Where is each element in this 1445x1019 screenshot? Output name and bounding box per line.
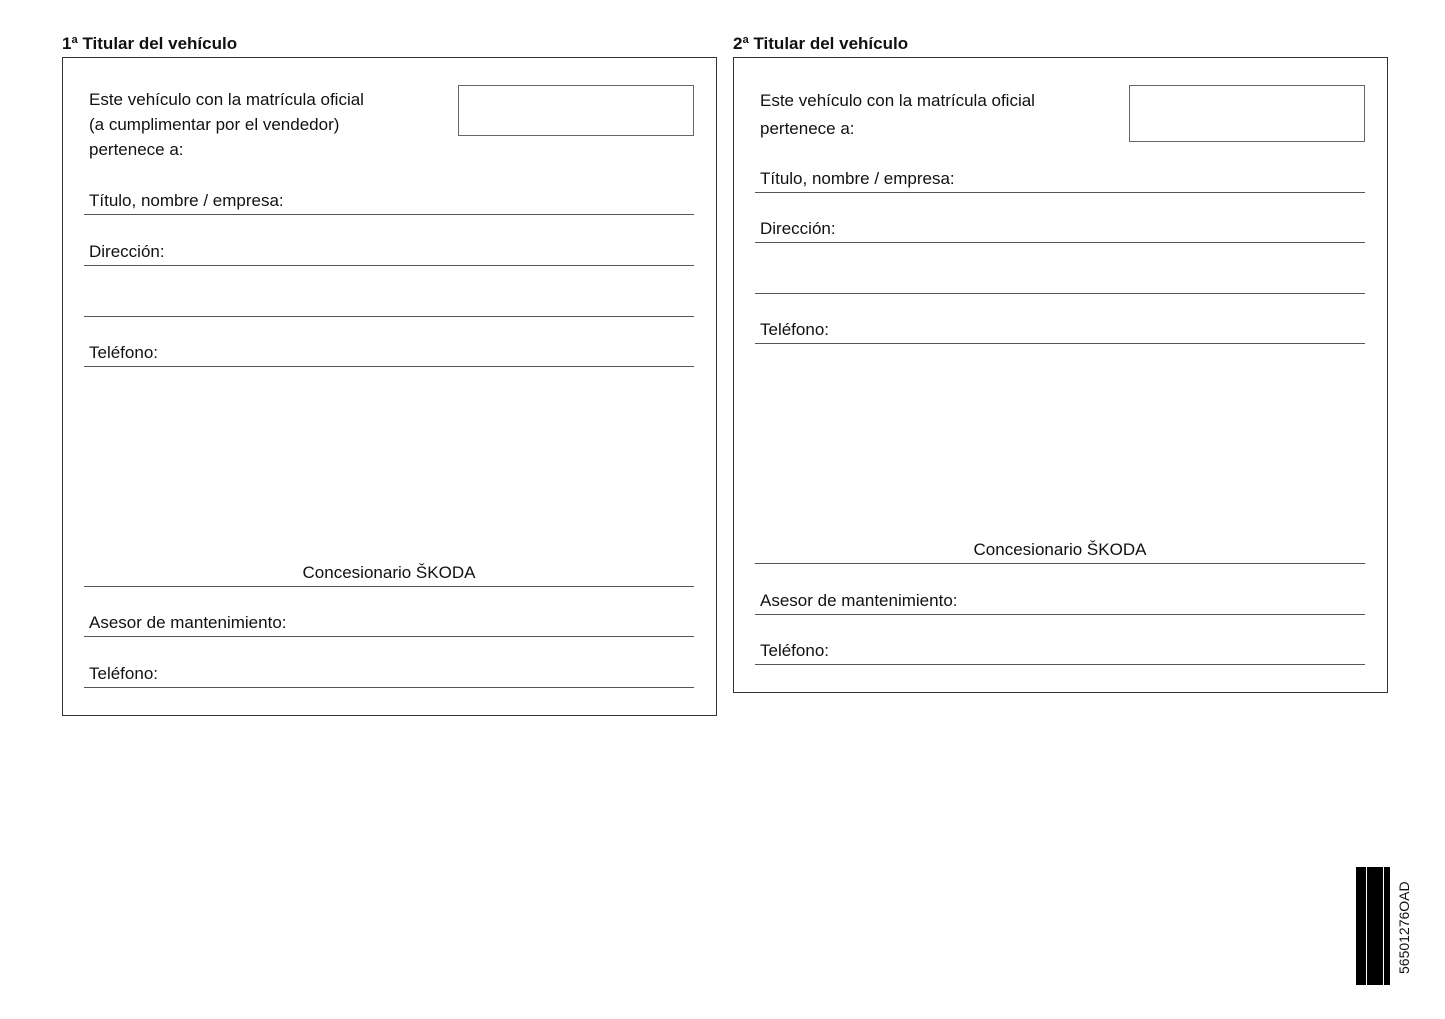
license-plate-field[interactable] [458,85,694,136]
name-field[interactable] [755,143,1365,193]
phone-label: Teléfono: [89,343,158,362]
service-advisor-label: Asesor de mantenimiento: [89,613,287,632]
dealer-phone-field[interactable] [755,615,1365,665]
service-advisor-label: Asesor de mantenimiento: [760,591,958,610]
address-line-2-field[interactable] [755,244,1365,294]
dealer-phone-field[interactable] [84,638,694,688]
owner-1-form [62,57,717,716]
name-label: Título, nombre / empresa: [760,169,955,188]
intro-line: Este vehículo con la matrícula oficial [89,90,364,109]
barcode-icon [1356,867,1390,985]
service-advisor-field[interactable] [755,565,1365,615]
dealer-phone-label: Teléfono: [760,641,829,660]
name-field[interactable] [84,165,694,215]
dealer-label: Concesionario ŠKODA [302,563,476,582]
owner-2-title: 2ª Titular del vehículo [733,34,909,53]
dealer-label: Concesionario ŠKODA [973,540,1147,559]
barcode-number: 56501276OAD [1396,881,1412,974]
address-field[interactable] [755,193,1365,243]
license-plate-field[interactable] [1129,85,1365,142]
intro-line: pertenece a: [89,140,184,159]
phone-field[interactable] [84,317,694,367]
barcode-bar [1388,867,1390,985]
phone-label: Teléfono: [760,320,829,339]
service-advisor-field[interactable] [84,587,694,637]
intro-line: (a cumplimentar por el vendedor) [89,115,340,134]
address-line-2-field[interactable] [84,267,694,317]
intro-line: pertenece a: [760,119,855,138]
address-field[interactable] [84,216,694,266]
dealer-phone-label: Teléfono: [89,664,158,683]
owner-1-title: 1ª Titular del vehículo [62,34,238,53]
intro-line: Este vehículo con la matrícula oficial [760,91,1035,110]
address-label: Dirección: [89,242,165,261]
phone-field[interactable] [755,294,1365,344]
dealer-field[interactable] [84,537,694,587]
address-label: Dirección: [760,219,836,238]
dealer-field[interactable] [755,514,1365,564]
ownership-intro [760,87,1035,143]
ownership-intro [89,87,364,162]
name-label: Título, nombre / empresa: [89,191,284,210]
owner-2-form [733,57,1388,693]
